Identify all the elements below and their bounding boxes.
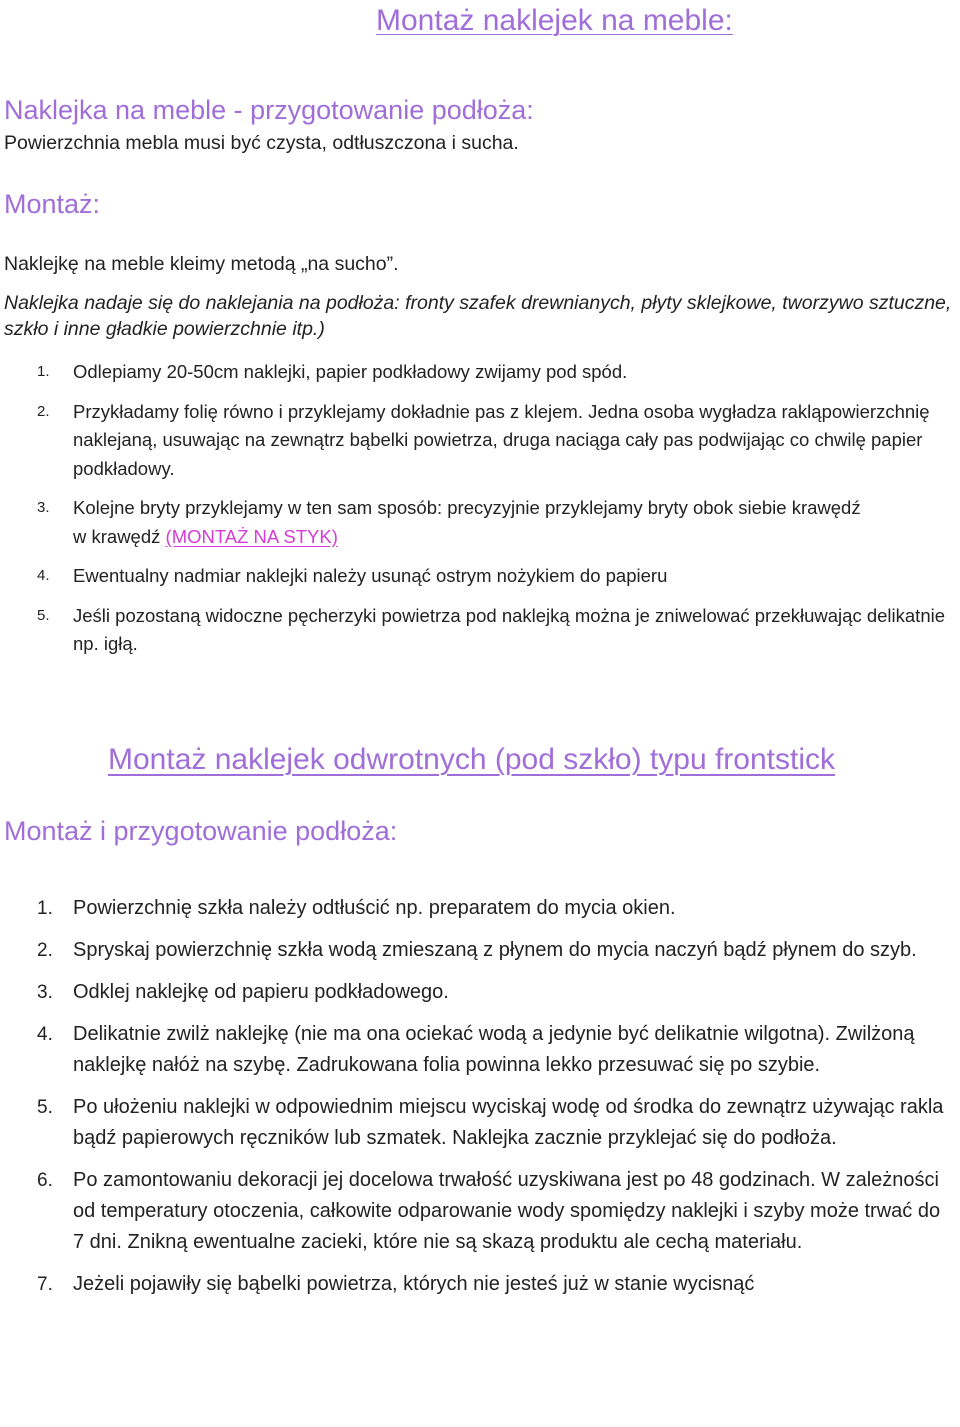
list-number: 1.: [37, 898, 53, 919]
list-item-text: Po zamontowaniu dekoracji jej docelowa trwałość uzyskiwana jest po 48 godzinach. W zależności od temperatury otoczenia, całkowite odparowanie wody spomiędzy naklejki i szyby może trwać do 7 dni. Znikną ewentualne zacieki, które nie są skazą produktu ale cechą materiału.: [73, 1169, 941, 1253]
list-number: 5.: [37, 1097, 53, 1118]
surface-prep-text: Powierzchnia mebla musi być czysta, odtłuszczona i sucha.: [4, 132, 519, 154]
list-item: [0, 494, 955, 551]
list-item: [0, 398, 955, 484]
list-item: [0, 1019, 955, 1081]
list-number: 1.: [37, 363, 50, 380]
list-number: 3.: [37, 499, 50, 516]
list-item-text: Przykładamy folię równo i przyklejamy dokładnie pas z klejem. Jedna osoba wygładza rakląpowierzchnię naklejaną, usuwając na zewnątrz bąbelki powietrza, druga naciąga cały pas podwijając co chwilę papier podkładowy.: [73, 400, 930, 479]
list-item: [0, 1165, 955, 1258]
list-item-text: Odklej naklejkę od papieru podkładowego.: [73, 981, 449, 1003]
list-item-text-continued: w krawędź: [73, 525, 166, 547]
list-item: [0, 602, 955, 659]
list-number: 4.: [37, 567, 50, 584]
list-item-text: Ewentualny nadmiar naklejki należy usunąć ostrym nożykiem do papieru: [73, 565, 668, 586]
list-number: 2.: [37, 402, 50, 420]
section-heading-mounting: Montaż:: [4, 189, 101, 219]
montaz-na-styk-link[interactable]: (MONTAŻ NA STYK): [165, 525, 338, 547]
mounting-intro: Naklejkę na meble kleimy metodą „na sucho”.: [4, 253, 399, 275]
mounting-steps-list: [0, 358, 955, 670]
frontstick-steps-list: [0, 893, 955, 1311]
list-number: 7.: [37, 1274, 53, 1295]
list-item: [0, 562, 955, 591]
section-heading-surface-prep: Naklejka na meble - przygotowanie podłoża:: [4, 95, 534, 125]
list-item: [0, 358, 955, 387]
section-title-frontstick: Montaż naklejek odwrotnych (pod szkło) typu frontstick: [108, 743, 835, 776]
list-item-text: Kolejne bryty przyklejamy w ten sam sposób: precyzyjnie przyklejamy bryty obok siebie krawędź: [73, 497, 861, 518]
section-heading-frontstick-prep: Montaż i przygotowanie podłoża:: [4, 816, 398, 846]
list-number: 4.: [37, 1024, 53, 1045]
list-item-text: Po ułożeniu naklejki w odpowiednim miejscu wyciskaj wodę od środka do zewnątrz używając rakla bądź papierowych ręczników lub szmatek. Naklejka zacznie przyklejać się do podłoża.: [73, 1096, 944, 1149]
list-item-text: Jeżeli pojawiły się bąbelki powietrza, których nie jesteś już w stanie wycisnąć: [73, 1273, 755, 1295]
list-item-text: Spryskaj powierzchnię szkła wodą zmieszaną z płynem do mycia naczyń bądź płynem do szyb.: [73, 939, 917, 961]
list-item-text: Jeśli pozostaną widoczne pęcherzyki powietrza pod naklejką można je zniwelować przekłuwając delikatnie np. igłą.: [73, 604, 946, 654]
list-item-text: Powierzchnię szkła należy odtłuścić np. preparatem do mycia okien.: [73, 897, 676, 919]
list-number: 2.: [37, 940, 53, 961]
list-item: [0, 1092, 955, 1154]
page-title: Montaż naklejek na meble:: [376, 4, 733, 37]
list-item: [0, 935, 955, 966]
list-item-text: Delikatnie zwilż naklejkę (nie ma ona ociekać wodą a jedynie być delikatnie wilgotna). Zwilżoną naklejkę nałóż na szybę. Zadrukowana folia powinna lekko przesuwać się po szybie.: [73, 1023, 915, 1076]
mounting-note: Naklejka nadaje się do naklejania na podłoża: fronty szafek drewnianych, płyty sklejkowe, tworzywo sztuczne, szkło i inne gładkie powierzchnie itp.): [4, 292, 952, 340]
list-number: 5.: [37, 606, 50, 624]
list-item: [0, 1269, 955, 1300]
list-item: [0, 977, 955, 1008]
list-item: [0, 893, 955, 924]
list-number: 6.: [37, 1170, 53, 1191]
list-number: 3.: [37, 982, 53, 1003]
list-item-text: Odlepiamy 20-50cm naklejki, papier podkładowy zwijamy pod spód.: [73, 361, 628, 382]
